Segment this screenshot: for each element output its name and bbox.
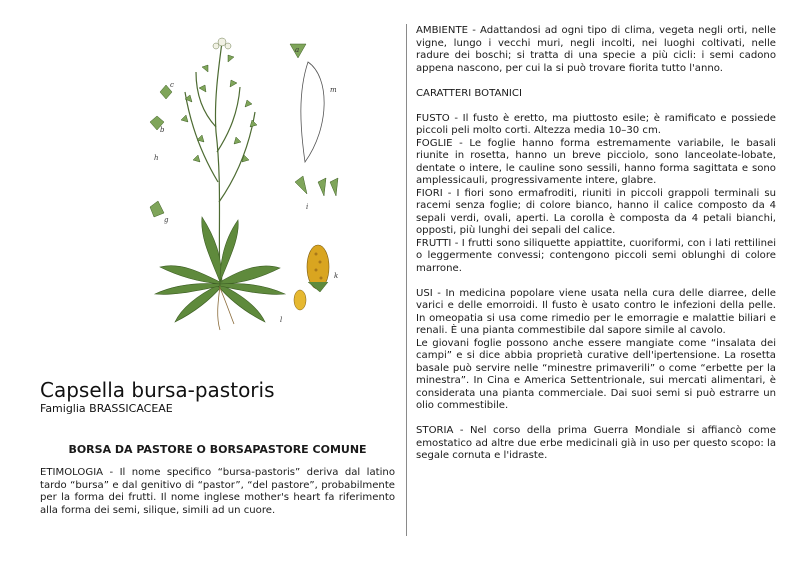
svg-text:m: m — [330, 86, 337, 94]
caratteri-heading: CARATTERI BOTANICI — [416, 87, 522, 99]
fiori-paragraph: FIORI - I fiori sono ermafroditi, riuniti in piccoli grappoli terminali su racemi senza foglie; di colore bianco, hanno il calice composto da 4 sepali verdi, ovali, aperti. La corolla è composta da 4 petali bianchi, opposti, più lunghi dei sepali del calice. — [416, 187, 776, 236]
usi-paragraph: USI - In medicina popolare viene usata nella cura delle diarree, delle varici e delle emorroidi. Il fusto è usato contro le infezioni della pelle. In omeopatia si usa come rimedio per le emorragie e malattie biliari e renali. È una pianta commestibile dal sapore simile al cavolo. — [416, 287, 776, 336]
svg-text:g: g — [164, 216, 169, 224]
common-name-heading: BORSA DA PASTORE O BORSAPASTORE COMUNE — [68, 443, 367, 456]
storia-paragraph: STORIA - Nel corso della prima Guerra Mondiale si affiancò come emostatico ad altre due erbe medicinali già in uso per questo scopo: la segale cornuta e l'idraste. — [416, 425, 776, 461]
etymology-paragraph: ETIMOLOGIA - Il nome specifico “bursa-pastoris” deriva dal latino tardo “bursa” e dal genitivo di “pastor”, “del pastore”, probabilmente per la forma dei frutti. Il nome inglese mother's heart fa riferimento alla forma dei semi, silique, simili ad un cuore. — [40, 467, 395, 516]
foglie-paragraph: FOGLIE - Le foglie hanno forma estremamente variabile, le basali riunite in rosetta, hanno un breve picciolo, sono lanceolate-lobate, dentate o intere, le cauline sono sessili, hanno forma sagittata e sono amplessicauli, progressivamente intere, glabre. — [416, 137, 776, 186]
frutti-paragraph: FRUTTI - I frutti sono siliquette appiattite, cuoriformi, con i lati rettilinei o leggermente convessi; contengono piccoli semi oblunghi di colore marrone. — [416, 237, 776, 274]
svg-text:i: i — [306, 203, 309, 211]
ambiente-paragraph: AMBIENTE - Adattandosi ad ogni tipo di clima, vegeta negli orti, nelle vigne, lungo i vecchi muri, negli incolti, nei luoghi coltivati, nelle radure dei boschi; si tratta di una specie a più cicli: i semi cadono appena nascono, per cui la si può trovare fiorita tutto l'anno. — [416, 25, 776, 74]
family-label: Famiglia BRASSICACEAE — [40, 402, 173, 415]
scientific-name-title: Capsella bursa-pastoris — [40, 378, 275, 402]
right-column — [416, 25, 776, 463]
svg-text:l: l — [280, 316, 283, 324]
giovani-foglie-paragraph: Le giovani foglie possono anche essere mangiate come “insalata dei campi” e si dice abbia proprietà curative dell'ipertensione. La rosetta basale può servire nelle “minestre primaverili” o come “erbette per la minestra”. In Cina e America Settentrionale, sui mercati alimentari, è considerata una pianta commerciale. Dai suoi semi si può estrarre un olio commestibile. — [416, 337, 776, 411]
column-divider — [406, 24, 407, 536]
fusto-paragraph: FUSTO - Il fusto è eretto, ma piuttosto esile; è ramificato e possiede piccoli peli molto corti. Altezza media 10–30 cm. — [416, 112, 776, 136]
svg-text:k: k — [334, 272, 339, 280]
svg-text:a: a — [295, 46, 300, 54]
svg-text:c: c — [170, 81, 174, 89]
botanical-plate-icon — [130, 32, 350, 332]
svg-text:h: h — [154, 154, 159, 162]
svg-text:b: b — [160, 126, 165, 134]
